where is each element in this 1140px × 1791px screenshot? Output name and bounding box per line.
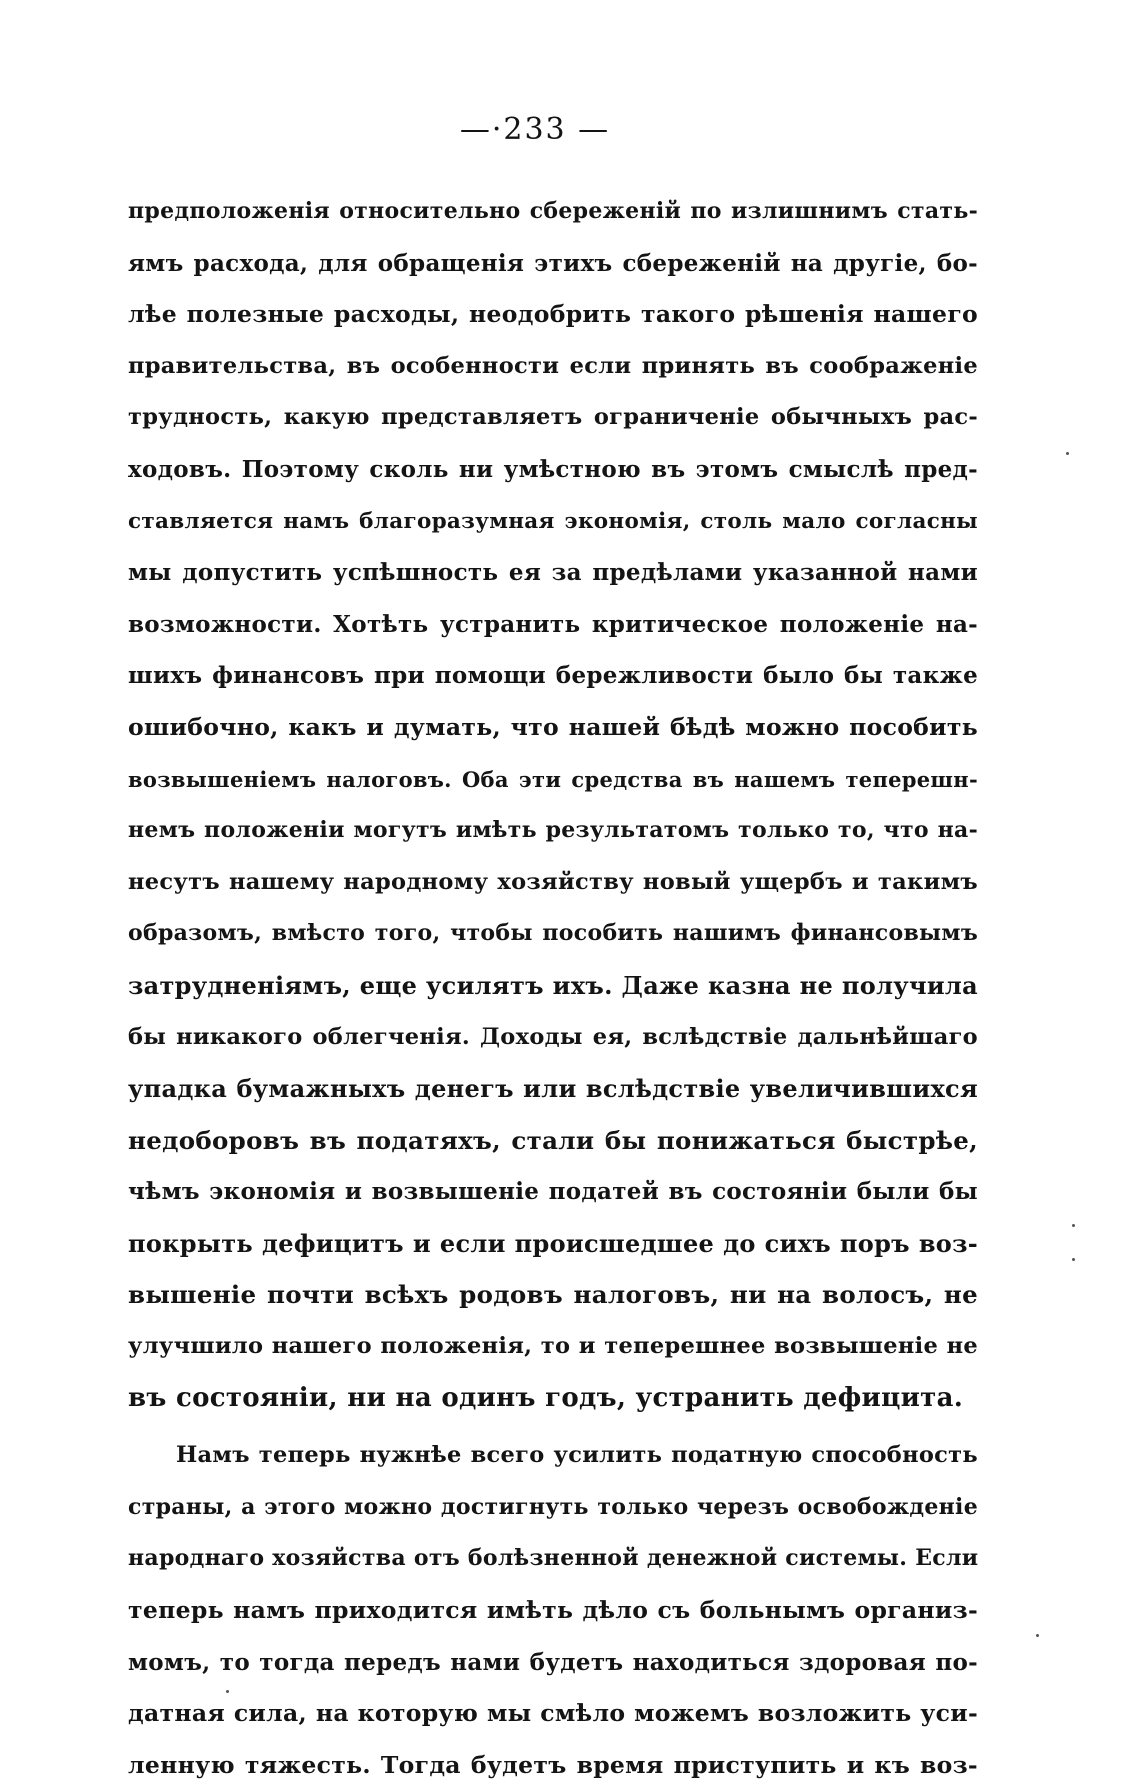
text-line: народнаго хозяйства отъ болѣзненной денежной системы. Если [128,1545,979,1572]
text-line: возвышеніемъ налоговъ. Оба эти средства въ нашемъ теперешн- [128,766,978,792]
text-line: возможности. Хотѣть устранить критическое положеніе на- [128,610,978,638]
text-line: упадка бумажныхъ денегъ или вслѣдствіе увеличившихся [128,1074,978,1104]
text-line: вышеніе почти всѣхъ родовъ налоговъ, ни на волосъ, не [128,1280,978,1310]
scan-speck [1066,452,1069,455]
text-line: въ состояніи, ни на одинъ годъ, устранить дефицита. [128,1382,964,1413]
text-line: лѣе полезные расходы, неодобрить такого рѣшенія нашего [128,300,978,329]
text-line: шихъ финансовъ при помощи бережливости было бы также [128,662,978,690]
scan-speck [226,1690,229,1693]
text-line: чѣмъ экономія и возвышеніе податей въ состояніи были бы [128,1178,978,1206]
text-line: предположенія относительно сбереженій по излишнимъ стать- [128,198,978,224]
text-line: ленную тяжесть. Тогда будетъ время приступить и къ воз- [128,1750,978,1779]
body-text [128,186,978,1791]
text-line: ставляется намъ благоразумная экономія, столь мало согласны [128,508,978,534]
text-line: мы допустить успѣшность ея за предѣлами указанной нами [128,559,978,587]
text-line: бы никакого облегченія. Доходы ея, вслѣдствіе дальнѣйшаго [128,1023,978,1050]
text-line: ошибочно, какъ и думать, что нашей бѣдѣ можно пособить [128,712,978,741]
text-line: правительства, въ особенности если принять въ соображеніе [128,352,978,379]
scan-speck [1072,1258,1075,1261]
text-line: датная сила, на которую мы смѣло можемъ возложить уси- [128,1699,978,1728]
text-line: немъ положеніи могутъ имѣть результатомъ только то, что на- [128,817,978,844]
text-line: Намъ теперь нужнѣе всего усилить податную способность [176,1442,978,1469]
paragraph-1 [128,186,978,1424]
text-line: момъ, то тогда передъ нами будетъ находиться здоровая по- [128,1648,978,1676]
text-line: трудность, какую представляетъ ограниченіе обычныхъ рас- [128,404,978,431]
text-line: страны, а этого можно достигнуть только черезъ освобожденіе [128,1493,978,1520]
text-line: улучшило нашего положенія, то и теперешнее возвышеніе не [128,1333,978,1360]
text-line: ямъ расхода, для обращенія этихъ сбереженій на другіе, бо- [128,249,978,277]
text-line: теперь намъ приходится имѣть дѣло съ больнымъ организ- [128,1596,978,1625]
paragraph-2 [128,1430,978,1791]
text-line: недоборовъ въ податяхъ, стали бы понижаться быстрѣе, [128,1125,978,1155]
text-line: покрыть дефицитъ и если происшедшее до сихъ поръ воз- [128,1228,978,1258]
text-line: затрудненіямъ, еще усилятъ ихъ. Даже казна не получила [128,970,978,1000]
text-line: несутъ нашему народному хозяйству новый ущербъ и такимъ [128,868,978,895]
page-number: —·233 — [459,112,611,147]
text-line: ходовъ. Поэтому сколь ни умѣстною въ этомъ смыслѣ пред- [128,455,978,483]
text-line: образомъ, вмѣсто того, чтобы пособить нашимъ финансовымъ [128,920,978,947]
scan-speck [1036,1634,1039,1637]
scan-speck [1072,1224,1075,1227]
